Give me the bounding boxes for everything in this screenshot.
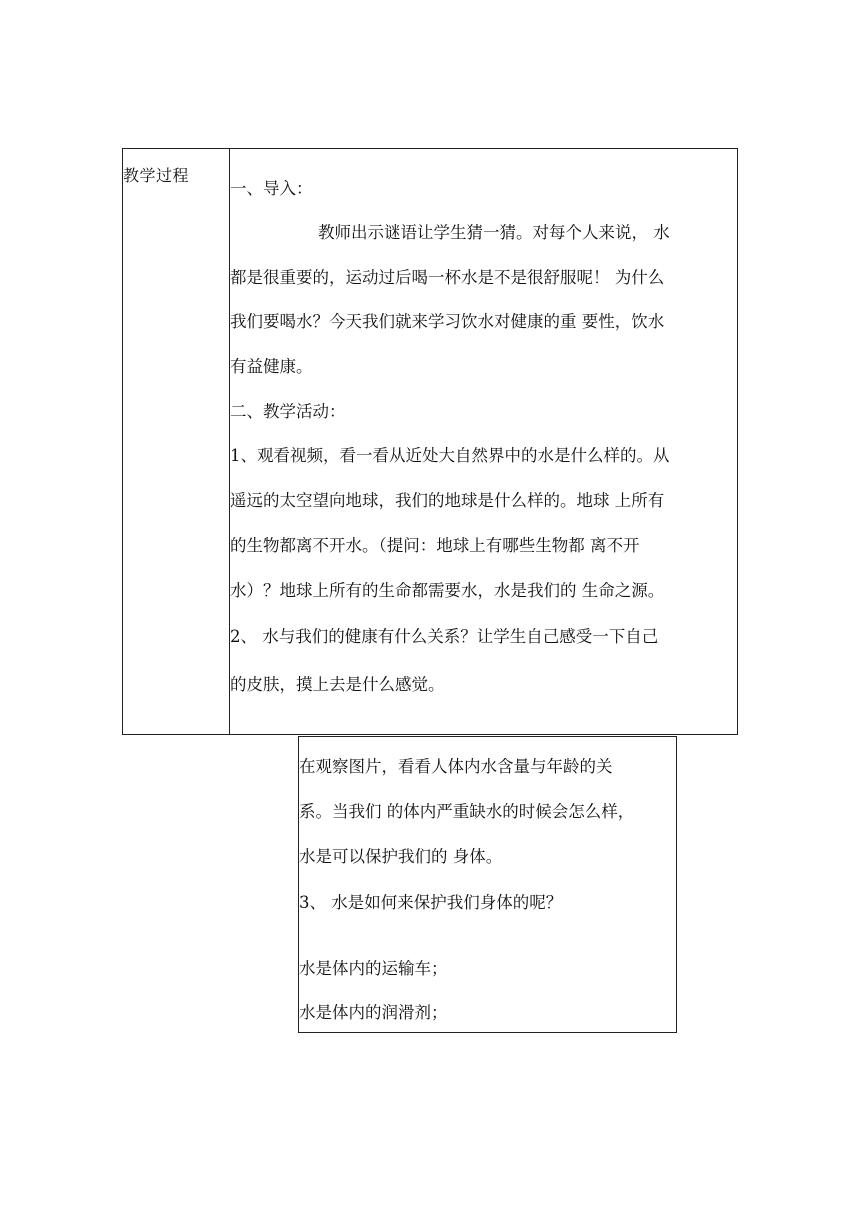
label-cell <box>123 149 230 734</box>
text-line: 一、导入： <box>230 179 313 198</box>
lesson-table <box>122 148 738 735</box>
text-line: 水）？地球上所有的生命都需要水，水是我们的 生命之源。 <box>230 581 665 600</box>
text-line: 1、观看视频，看一看从近处大自然界中的水是什么样的。从 <box>230 446 670 465</box>
text-line: 都是很重要的，运动过后喝一杯水是不是很舒服呢！ 为什么 <box>230 268 665 287</box>
text-line: 的生物都离不开水。（提问：地球上有哪些生物都 离不开 <box>230 536 640 555</box>
text-line: 水是体内的润滑剂； <box>299 1003 448 1022</box>
content-cell <box>230 149 737 734</box>
text-line: 的皮肤，摸上去是什么感觉。 <box>230 675 445 694</box>
table-label: 教学过程 <box>123 166 190 185</box>
continuation-box <box>298 736 677 1033</box>
text-line: 有益健康。 <box>230 357 313 376</box>
text-line: 系。当我们 的体内严重缺水的时候会怎么样， <box>299 802 635 821</box>
text-line: 二、教学活动： <box>230 402 346 421</box>
text-line: 2、 水与我们的健康有什么关系？让学生自己感受一下自己 <box>230 627 659 646</box>
text-line: 在观察图片，看看人体内水含量与年龄的关 <box>299 757 613 776</box>
text-line: 3、 水是如何来保护我们身体的呢？ <box>299 893 563 912</box>
text-line: 遥远的太空望向地球，我们的地球是什么样的。地球 上所有 <box>230 491 665 510</box>
text-line: 水是体内的运输车； <box>299 959 448 978</box>
text-line: 教师出示谜语让学生猜一猜。对每个人来说， 水 <box>318 223 670 242</box>
text-line: 我们要喝水？今天我们就来学习饮水对健康的重 要性，饮水 <box>230 312 665 331</box>
text-line: 水是可以保护我们的 身体。 <box>299 847 503 866</box>
